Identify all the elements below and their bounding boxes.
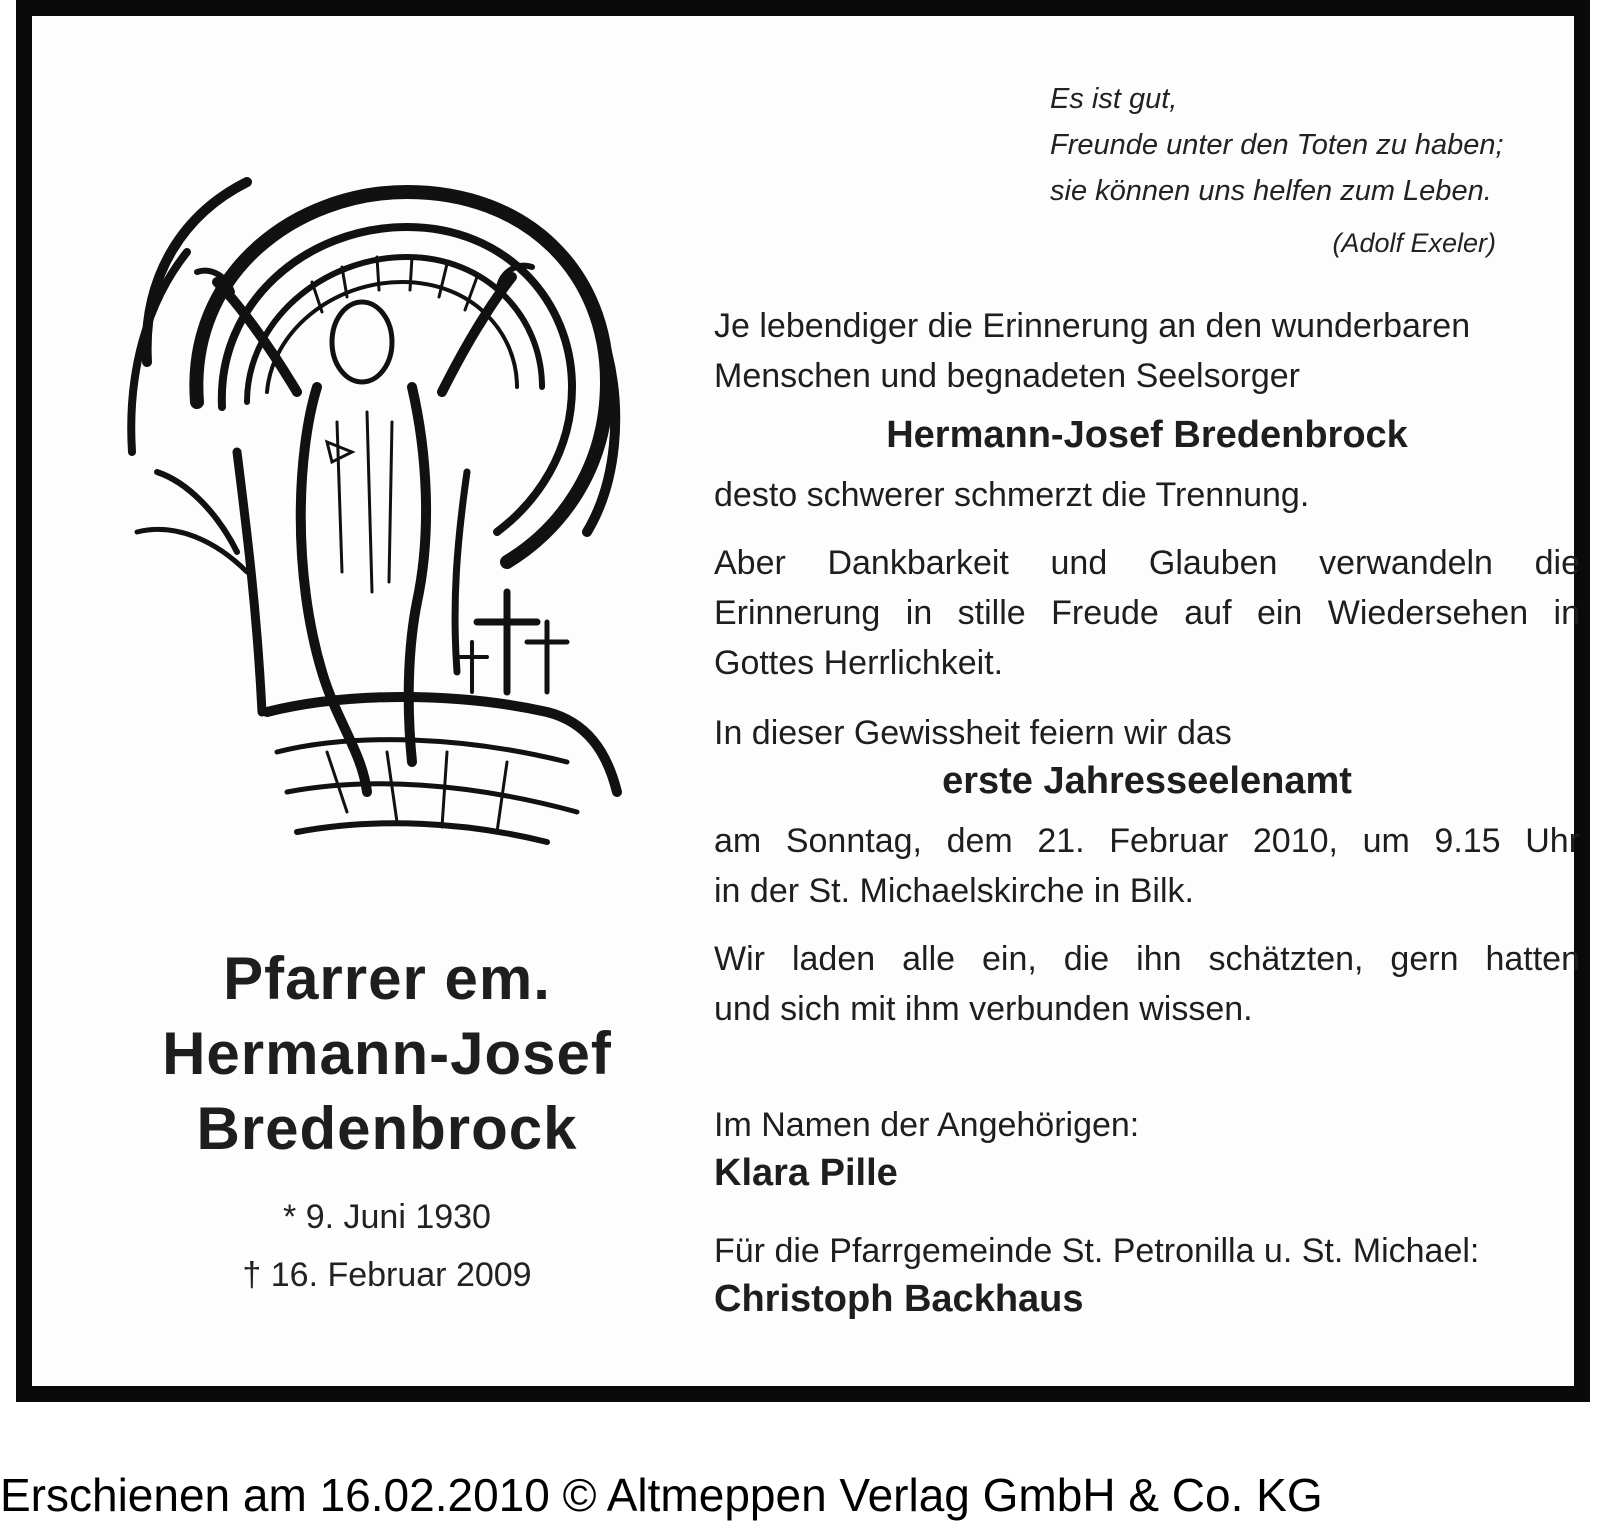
intro-line: Menschen und begnadeten Seelsorger: [714, 357, 1300, 395]
mass-details-line: in der St. Michaelskirche in Bilk.: [714, 872, 1194, 910]
mass-details-line: am Sonntag, dem 21. Februar 2010, um 9.15 Uhr: [714, 822, 1580, 860]
gratitude-paragraph: [714, 538, 1580, 688]
certainty-line: In dieser Gewissheit feiern wir das: [714, 714, 1232, 752]
invitation-line: und sich mit ihm verbunden wissen.: [714, 990, 1253, 1028]
deceased-first-name: Hermann-Josef: [162, 1020, 612, 1087]
quote-line: sie können uns helfen zum Leben.: [1050, 175, 1492, 207]
relatives-label: Im Namen der Angehörigen:: [714, 1106, 1140, 1144]
birth-date: * 9. Juni 1930: [283, 1198, 491, 1236]
mass-details: [714, 816, 1580, 916]
life-dates: [122, 1188, 652, 1304]
quote-line: Es ist gut,: [1050, 83, 1178, 115]
quote-author: (Adolf Exeler): [1332, 228, 1496, 258]
gratitude-line: Erinnerung in stille Freude auf ein Wiedersehen in: [714, 594, 1580, 632]
separation-line: desto schwerer schmerzt die Trennung.: [714, 476, 1310, 514]
quote: [1050, 76, 1590, 214]
parish-name: Christoph Backhaus: [714, 1278, 1084, 1320]
mass-title: erste Jahresseelenamt: [942, 760, 1352, 802]
publication-caption: Erschienen am 16.02.2010 © Altmeppen Verlag GmbH & Co. KG: [0, 1469, 1323, 1521]
highlight-name: Hermann-Josef Bredenbrock: [886, 414, 1408, 456]
intro-paragraph: [714, 301, 1580, 401]
invitation-paragraph: [714, 934, 1580, 1034]
resurrection-illustration: [127, 152, 637, 852]
gratitude-line: Aber Dankbarkeit und Glauben verwandeln die: [714, 544, 1580, 582]
gratitude-line: Gottes Herrlichkeit.: [714, 644, 1004, 682]
deceased-last-name: Bredenbrock: [196, 1095, 578, 1162]
parish-label: Für die Pfarrgemeinde St. Petronilla u. St. Michael:: [714, 1232, 1480, 1270]
relatives-name: Klara Pille: [714, 1152, 898, 1194]
deceased-block: [122, 941, 652, 1304]
intro-line: Je lebendiger die Erinnerung an den wunderbaren: [714, 307, 1471, 345]
death-date: † 16. Februar 2009: [242, 1256, 532, 1294]
quote-line: Freunde unter den Toten zu haben;: [1050, 129, 1504, 161]
deceased-title: Pfarrer em.: [223, 945, 551, 1012]
invitation-line: Wir laden alle ein, die ihn schätzten, gern hatten: [714, 940, 1580, 978]
obituary-notice: [16, 0, 1590, 1402]
